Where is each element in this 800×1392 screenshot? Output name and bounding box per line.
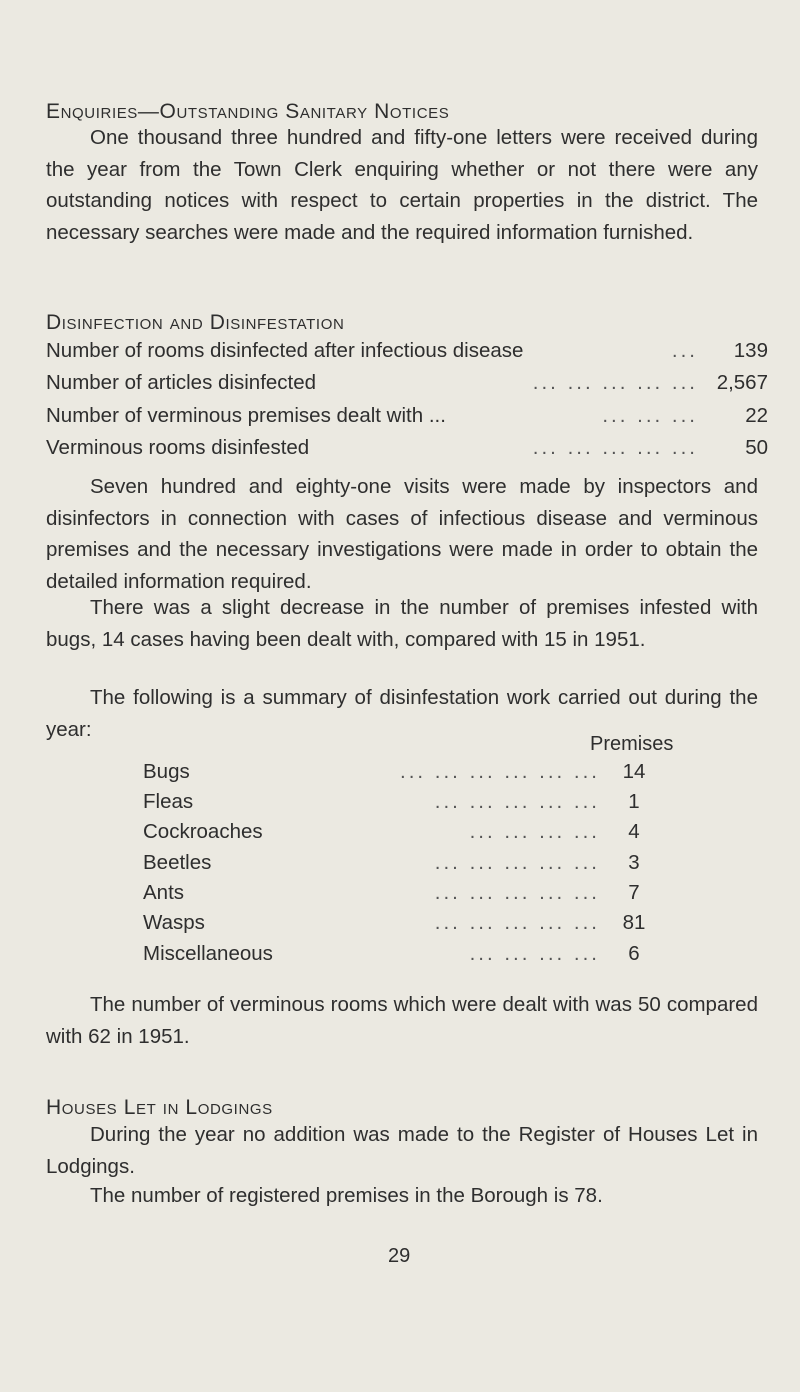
visits-paragraph: Seven hundred and eighty-one visits were made by inspectors and disinfectors in connection with cases of infectious disease and verminous premises and the necessary investigations were made in order to obtain the detailed information required.: [46, 475, 758, 593]
summary-intro-paragraph: The following is a summary of disinfestation work carried out during the year:: [46, 686, 758, 741]
summary-row-miscellaneous: [143, 942, 658, 972]
leader-dots: ... ... ... ... ...: [434, 851, 600, 874]
leader-dots: ... ... ... ... ...: [532, 436, 698, 459]
houses-heading: Houses Let in Lodgings: [46, 1096, 273, 1119]
stat-value: 22: [745, 404, 768, 427]
stat-label: Number of rooms disinfected after infectious disease: [46, 339, 524, 362]
stat-label: Number of articles disinfected: [46, 371, 317, 394]
summary-row-cockroaches: [143, 820, 658, 850]
page-number: 29: [388, 1245, 411, 1267]
leader-dots: ... ... ... ... ...: [434, 790, 600, 813]
summary-label: Beetles: [143, 851, 212, 874]
leader-dots: ... ... ...: [602, 404, 698, 427]
summary-value: 14: [622, 760, 646, 783]
summary-value: 81: [622, 911, 646, 934]
leader-dots: ... ... ... ... ... ...: [400, 760, 600, 783]
leader-dots: ... ... ... ... ...: [532, 371, 698, 394]
verminous-rooms-paragraph: The number of verminous rooms which were dealt with was 50 compared with 62 in 1951.: [46, 993, 758, 1048]
leader-dots: ... ... ... ... ...: [434, 881, 600, 904]
enquiries-paragraph: One thousand three hundred and fifty-one letters were received during the year from the Town Clerk enquiring whether or not there were any outstanding notices with respect to certain properties in the district. The necessary searches were made and the required information furnished.: [46, 126, 758, 244]
stat-row-rooms-disinfected: [46, 339, 768, 369]
summary-row-bugs: [143, 760, 658, 790]
leader-dots: ... ... ... ... ...: [434, 911, 600, 934]
stat-value: 139: [733, 339, 768, 362]
disinfection-heading: Disinfection and Disinfestation: [46, 311, 345, 334]
summary-label: Wasps: [143, 911, 205, 934]
summary-label: Ants: [143, 881, 185, 904]
leader-dots: ...: [671, 339, 698, 362]
summary-row-wasps: [143, 911, 658, 941]
stat-label: Verminous rooms disinfested: [46, 436, 310, 459]
leader-dots: ... ... ... ...: [469, 820, 600, 843]
stat-label: Number of verminous premises dealt with ...: [46, 404, 446, 427]
summary-row-ants: [143, 881, 658, 911]
enquiries-heading: Enquiries—Outstanding Sanitary Notices: [46, 100, 450, 123]
registered-premises-paragraph: The number of registered premises in the Borough is 78.: [90, 1184, 603, 1207]
summary-value: 3: [628, 851, 640, 874]
stat-row-articles-disinfected: [46, 371, 768, 401]
stat-row-verminous-premises: [46, 404, 768, 434]
stat-row-verminous-rooms: [46, 436, 768, 466]
summary-value: 6: [628, 942, 640, 965]
summary-row-beetles: [143, 851, 658, 881]
summary-label: Bugs: [143, 760, 190, 783]
register-paragraph: During the year no addition was made to the Register of Houses Let in Lodgings.: [46, 1123, 758, 1178]
summary-value: 7: [628, 881, 640, 904]
summary-value: 1: [628, 790, 640, 813]
stat-value: 2,567: [716, 371, 768, 394]
summary-row-fleas: [143, 790, 658, 820]
summary-label: Miscellaneous: [143, 942, 273, 965]
stat-value: 50: [745, 436, 768, 459]
bugs-paragraph: There was a slight decrease in the number of premises infested with bugs, 14 cases having been dealt with, compared with 15 in 1951.: [46, 596, 758, 651]
summary-value: 4: [628, 820, 640, 843]
leader-dots: ... ... ... ...: [469, 942, 600, 965]
summary-label: Cockroaches: [143, 820, 263, 843]
summary-label: Fleas: [143, 790, 194, 813]
premises-column-header: Premises: [590, 733, 674, 755]
